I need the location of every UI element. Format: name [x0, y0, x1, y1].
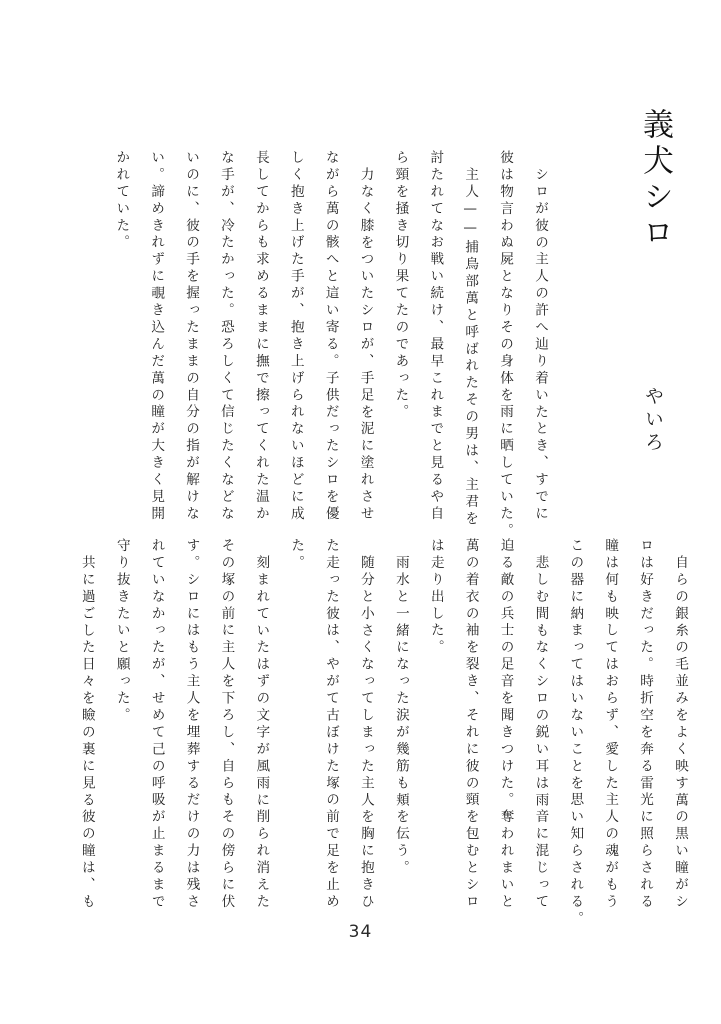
text-column: す。シロにはもう主人を埋葬するだけの力は残さ: [183, 538, 200, 911]
text-column: 主人——捕鳥部萬と呼ばれたその男は、主君を: [462, 167, 479, 528]
text-column: た走った彼は、やがて古ぼけた塚の前で足を止め: [323, 538, 340, 911]
text-column: ロは好きだった。時折空を奔る雷光に照らされる: [637, 538, 654, 911]
text-column: は走り出した。: [427, 538, 444, 657]
text-column: 瞳は何も映してはおらず、愛した主人の魂がもう: [602, 538, 619, 911]
text-column: れていなかったが、せめて己の呼吸が止まるまで: [148, 538, 165, 911]
text-column: 雨水と一緒になった涙が幾筋も頬を伝う。: [392, 555, 409, 878]
page-number: 34: [348, 922, 373, 942]
text-column: しく抱き上げた手が、抱き上げられないほどに成: [287, 150, 304, 523]
text-column: 刻まれていたはずの文字が風雨に削られ消えた: [253, 555, 270, 911]
text-column: ながら萬の骸へと這い寄る。子供だったシロを優: [322, 150, 339, 523]
text-column: 長してからも求めるままに撫で擦ってくれた温か: [252, 150, 269, 523]
text-column: 自らの銀糸の毛並みをよく映す萬の黒い瞳がシ: [672, 555, 688, 911]
author-name: やいろ: [642, 386, 664, 455]
text-column: た。: [288, 538, 305, 572]
body-text-lower-block: [58, 538, 686, 938]
text-column: 悲しむ間もなくシロの鋭い耳は雨音に混じって: [532, 555, 549, 911]
text-column: な手が、冷たかった。恐ろしくて信じたくなどな: [217, 150, 234, 523]
text-column: 萬の着衣の袖を裂き、それに彼の頸を包むとシロ: [462, 538, 479, 911]
text-column: この器に納まってはいないことを思い知らされる。: [567, 538, 584, 928]
text-column: ら頸を掻き切り果てたのであった。: [392, 150, 409, 422]
text-column: 力なく膝をついたシロが、手足を泥に塗れさせ: [357, 167, 374, 523]
text-column: い。諦めきれずに覗き込んだ萬の瞳が大きく見開: [148, 150, 165, 523]
text-column: 随分と小さくなってしまった主人を胸に抱きひ: [357, 555, 374, 911]
text-column: いのに、彼の手を握ったままの自分の指が解けな: [183, 150, 200, 523]
body-text-upper-block: [92, 150, 546, 542]
title-author-block: [571, 108, 681, 528]
text-column: かれていた。: [113, 150, 130, 252]
text-column: 彼は物言わぬ屍となりその身体を雨に晒していた。: [497, 150, 514, 540]
text-column: 共に過ごした日々を瞼の裏に見る彼の瞳は、も: [78, 555, 95, 911]
text-column: 守り抜きたいと願った。: [113, 538, 130, 725]
page-title: 義犬シロ: [637, 108, 673, 252]
text-column: その塚の前に主人を下ろし、自らもその傍らに伏: [218, 538, 235, 911]
text-column: シロが彼の主人の許へ辿り着いたとき、すでに: [532, 167, 548, 523]
text-column: 迫る敵の兵士の足音を聞きつけた。奪われまいと: [497, 538, 514, 911]
text-column: 討たれてなお戦い続け、最早これまでと見るや自: [427, 150, 444, 523]
